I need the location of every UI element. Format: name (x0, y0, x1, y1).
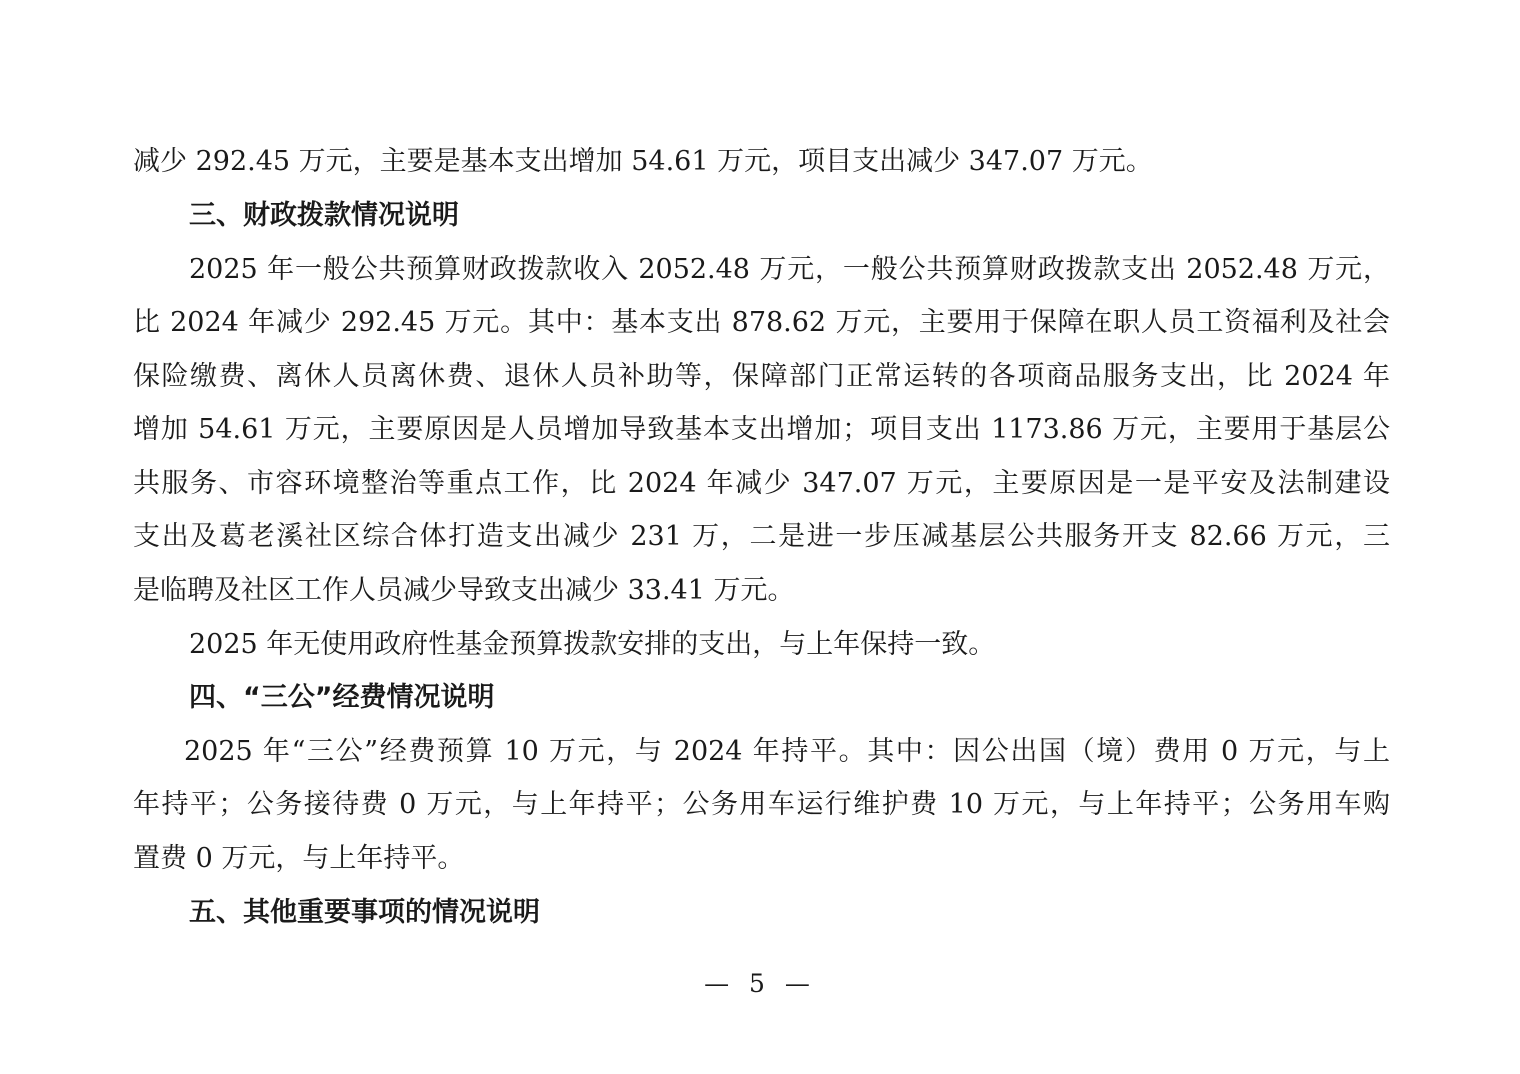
paragraph-line: 是临聘及社区工作人员减少导致支出减少 33.41 万元。 (133, 575, 795, 606)
paragraph-line: 比 2024 年减少 292.45 万元。其中：基本支出 878.62 万元，主要用于保障在职人员工资福利及社会 (133, 307, 1390, 338)
paragraph-line: 年持平；公务接待费 0 万元，与上年持平；公务用车运行维护费 10 万元，与上年持平；公务用车购 (133, 789, 1390, 820)
paragraph-line: 置费 0 万元，与上年持平。 (133, 843, 465, 874)
paragraph-line: 2025 年一般公共预算财政拨款收入 2052.48 万元，一般公共预算财政拨款支出 2052.48 万元， (189, 254, 1390, 285)
page-number: — 5 — (704, 969, 816, 998)
paragraph-line: 减少 292.45 万元，主要是基本支出增加 54.61 万元，项目支出减少 347.07 万元。 (133, 146, 1153, 177)
section-heading-3: 三、财政拨款情况说明 (189, 200, 459, 231)
paragraph-line: 共服务、市容环境整治等重点工作，比 2024 年减少 347.07 万元，主要原因是一是平安及法制建设 (133, 468, 1390, 499)
paragraph-line: 保险缴费、离休人员离休费、退休人员补助等，保障部门正常运转的各项商品服务支出，比 2024 年 (133, 361, 1390, 392)
paragraph-line: 支出及葛老溪社区综合体打造支出减少 231 万，二是进一步压减基层公共服务开支 82.66 万元，三 (133, 521, 1390, 552)
paragraph-line: 2025 年无使用政府性基金预算拨款安排的支出，与上年保持一致。 (189, 629, 996, 660)
paragraph-line: 增加 54.61 万元，主要原因是人员增加导致基本支出增加；项目支出 1173.86 万元，主要用于基层公 (133, 414, 1390, 445)
section-heading-4: 四、“三公”经费情况说明 (189, 682, 495, 713)
section-heading-5: 五、其他重要事项的情况说明 (189, 897, 540, 928)
paragraph-line: 2025 年“三公”经费预算 10 万元，与 2024 年持平。其中：因公出国（境）费用 0 万元，与上 (184, 736, 1390, 767)
